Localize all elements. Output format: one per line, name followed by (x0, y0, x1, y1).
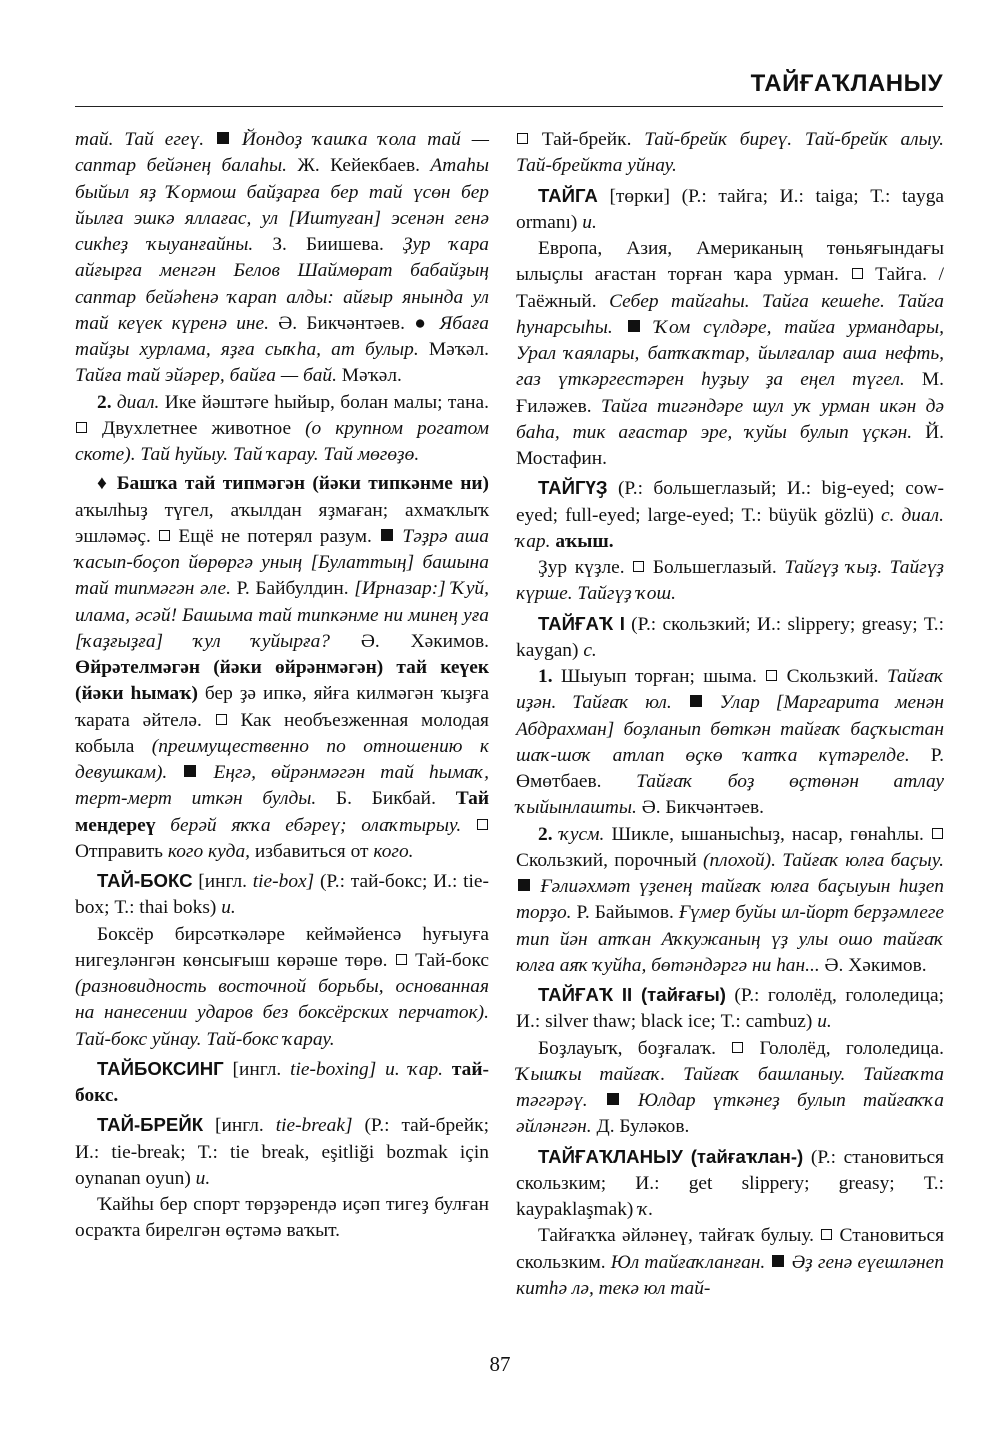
translation-marker-icon (76, 422, 87, 433)
entry-taigak-2: ТАЙҒАҠ II (тайғағы) (Р.: гололёд, гололедица; И.: silver thaw; black ice; Т.: cambuz) и. (516, 984, 944, 1033)
example-marker-icon (628, 320, 640, 332)
right-column (516, 127, 944, 1302)
entry-taigaklanyu-definition: Тайғаҡҡа әйләнеү, тайғаҡ булыу. Становиться скользким. Юл тайғаҡланған. Әҙ генә еүешләнеп китһә лә, текә юл тай- (516, 1225, 944, 1299)
bullet-icon: ● (414, 312, 431, 334)
entry-taiboxing: ТАЙБОКСИНГ [ингл. tie-boxing] и. ҡар. тай-бокс. (75, 1057, 489, 1106)
example-marker-icon (184, 765, 196, 777)
translation-marker-icon (852, 268, 863, 279)
entry-taigak-1: ТАЙҒАҠ I (Р.: скользкий; И.: slippery; greasy; Т.: kaygan) с. (516, 612, 944, 661)
entry-taigak-1-sense-2: 2. ҡусм. Шикле, ышанысһыҙ, насар, гөнаһлы. Скользкий, порочный (плохой). Тайғаҡ юлға баҫыу. Ғәлиәхмәт үҙенең тайғаҡ юлға баҫыуын һиҙеп торҙо. Р. Байымов. Ғүмер буйы ил-йорт берҙәмлеге тип йән атҡан Аҡкужаның үҙ улы ошо тайғаҡ юлға аяҡ ҡуйһа, бөтәндәргә ни һан... Ә. Хәкимов. (516, 823, 945, 976)
translation-marker-icon (477, 819, 488, 830)
idioms-block: ♦ Башҡа тай типмәгән (йәки типкәнме ни) аҡылһыҙ түгел, аҡылдан яҙмаған; ахмаҡлыҡ эшләмәҫ. Ещё не потерял разум. Тәҙрә аша ҡасып-боҫоп йөрөргә уның [Булаттың] башына тай типмәгән әле. Р. Байбулдин. [Ирназар:] Ҡуй, илама, әсәй! Башыма тай типкәнме ни минең уға [ҡаҙғыҙға] ҡул ҡуйырға? Ә. Хәкимов. Өйрәтелмәгән (йәки өйрәнмәгән) тай кеүек (йәки һымаҡ) бер ҙә ипкә, яйға килмәгән ҡыҙға ҡарата әйтелә. Как необъезженная молодая кобыла (преимущественно по отношению к девушкам). Еңгә, өйрәнмәгән тай һымаҡ, терт-мерт иткән булды. Б. Бикбай. Тай мендереү берәй яҡҡа ебәреү; олаҡтырыу. Отправить кого куда, избавиться от кого. (75, 473, 490, 862)
entry-tie-break: ТАЙ-БРЕЙК [ингл. tie-break] (Р.: тай-брейк; И.: tie-break; Т.: tie break, eşitliği bozmak için oynanan oyun) и. (75, 1114, 489, 1189)
example-marker-icon (518, 879, 530, 891)
diamond-icon: ♦ (97, 473, 110, 495)
entry-taigaklanyu: ТАЙҒАҠЛАНЫУ (тайғаҡлан-) (Р.: становиться скользким; И.: get slippery; greasy; Т.: kaypaklaşmak) ҡ. (516, 1145, 944, 1220)
example-marker-icon (217, 132, 229, 144)
example-marker-icon (690, 695, 702, 707)
entry-tai-box-definition: Боксёр бирсәткәләре кеймәйенсә һуғыуға нигеҙләнгән көнсығыш көрәше төрө. Тай-бокс (разновидность восточной борьбы, основанная на нанесении ударов без боксёрских перчаток). Тай-бокс уйнау. Тай-бокс ҡарау. (75, 923, 490, 1050)
entry-tie-break-definition: Ҡайһы бер спорт төрҙәрендә иҫәп тигеҙ булған осраҡта бирелгән өҫтәмә ваҡыт. (75, 1194, 489, 1242)
entry-taiga-definition: Европа, Азия, Американың төньяғындағы ылыҫлы ағастан торған ҡара урман. Тайга. / Таёжный. Себер тайгаһы. Тайга кешеһе. Тайга һунарсыһы. Ҡом сүлдәре, тайга урмандары, Урал ҡаялары, батҡаҡтар, йылғалар аша нефть, газ үткәргестәрен һуҙыу ҙа еңел түгел. М. Ғиләжев. Тайга тигәндәре шул уҡ урман икән дә баһа, тик ағастар эре, ҡуйы булып үҫкән. Й. Мостафин. (516, 238, 944, 469)
entry-taiga: ТАЙГА [төрки] (Р.: тайга; И.: taiga; Т.: tayga ormanı) и. (516, 184, 944, 233)
entry-taigak-1-sense-1: 1. Шыуып торған; шыма. Скользкий. Тайғаҡ иҙән. Тайғаҡ юл. Улар [Маргарита менән Абдрахман] боҙланып бөткән тайғаҡ баҫҡыстан шаҡ-шоҡ атлап өҫкө ҡатҡа күтәрелде. Р. Өмөтбаев. Тайғаҡ боҙ өҫтөнән атлау ҡыйынлашты. Ә. Бикчәнтәев. (516, 666, 944, 819)
translation-marker-icon (159, 530, 170, 541)
translation-marker-icon (396, 954, 407, 965)
entry-continuation: тай. Тай егеү. Йондоҙ ҡашҡа ҡола тай — саптар бейәнең балаһы. Ж. Кейекбаев. Атаһы быйыл яҙ Ҡормош байҙарға бер тай үсөн бер йылға эшкә яллағас, ул [Иштуған] эсенән генә сикһеҙ ҡыуанғайны. З. Биишева. Ҙур ҡара айғырға менгән Белов Шаймөрат бабайҙың саптар бейәһенә ҡарап алды: айғыр янында ул тай кеүек күренә ине. Ә. Бикчәнтәев. ● Ябаға тайҙы хурлама, яҙға сыҡһа, ат булыр. Мәҡәл. Тайға тай эйәрер, байға — бай. Мәҡәл. (75, 129, 490, 387)
entry-tie-break-continuation: Тай-брейк. Тай-брейк биреү. Тай-брейк алыу. Тай-брейкта уйнау. (516, 129, 944, 177)
entry-taigak-2-definition: Боҙлауыҡ, боҙғалаҡ. Гололёд, гололедица. Ҡышҡы тайғаҡ. Тайғаҡ башланыу. Тайғаҡта тәгәрәү. Юлдар үткәнеҙ булып тайғаҡҡа әйләнгән. Д. Буләков. (516, 1037, 944, 1138)
translation-marker-icon (932, 828, 943, 839)
example-marker-icon (772, 1255, 784, 1267)
translation-marker-icon (216, 714, 227, 725)
running-header (75, 70, 943, 107)
translation-marker-icon (732, 1042, 743, 1053)
entry-taiguz-definition: Ҙур күҙле. Большеглазый. Тайгүҙ ҡыҙ. Тайгүҙ күрше. Тайгүҙ ҡош. (516, 557, 944, 605)
example-marker-icon (381, 529, 393, 541)
translation-marker-icon (517, 133, 528, 144)
sense-2: 2. диал. Ике йәштәге һыйыр, болан малы; тана. Двухлетнее животное (о крупном рогатом скоте). Тай һуйыу. Тай ҡарау. Тай мөгөҙө. (75, 391, 489, 465)
entry-taiguz: ТАЙГҮҘ (Р.: большеглазый; И.: big-eyed; cow-eyed; full-eyed; large-eyed; Т.: büyük gözlü) с. диал. ҡар. аҡыш. (516, 477, 944, 552)
example-marker-icon (607, 1093, 619, 1105)
page-number: 87 (489, 1352, 511, 1376)
translation-marker-icon (821, 1229, 832, 1240)
translation-marker-icon (633, 561, 644, 572)
header-title: ТАЙҒАҠЛАНЫУ (750, 70, 943, 97)
entry-tai-box: ТАЙ-БОКС [ингл. tie-box] (Р.: тай-бокс; И.: tie-box; Т.: thai boks) и. (75, 870, 489, 919)
left-column (75, 127, 489, 1245)
translation-marker-icon (766, 670, 777, 681)
